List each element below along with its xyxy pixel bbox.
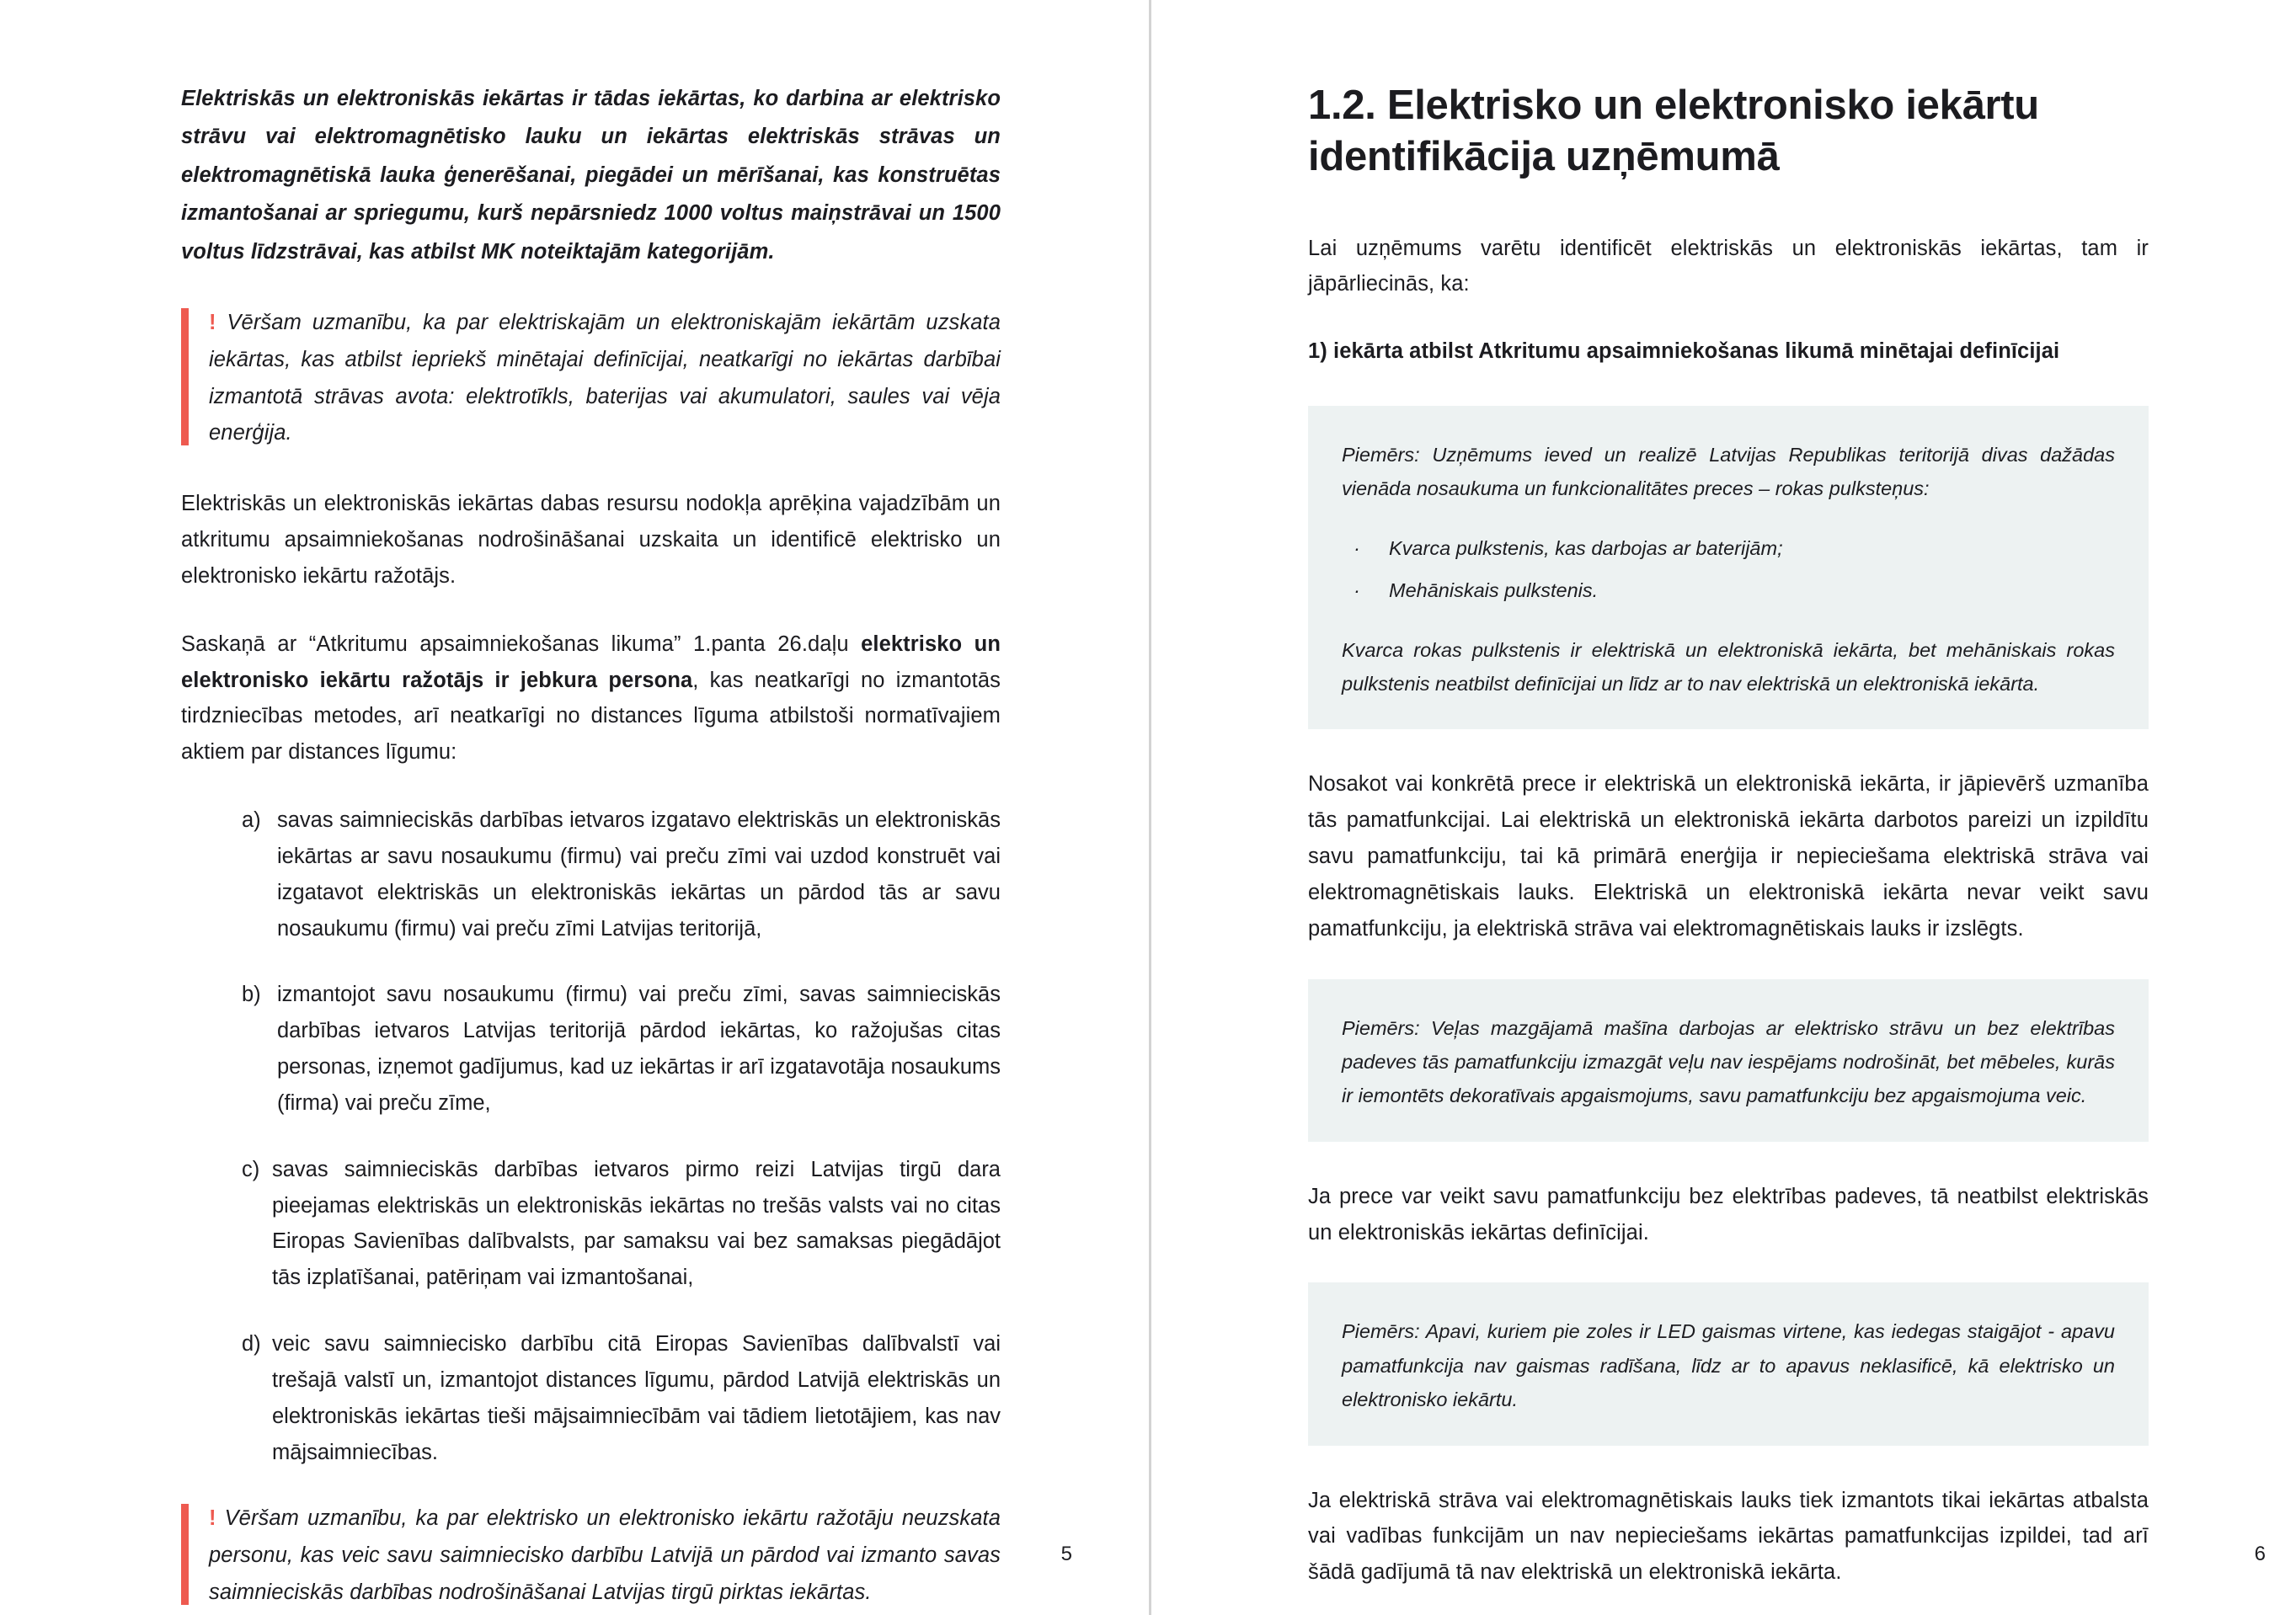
page-title: 1.2. Elektrisko un elektronisko iekārtu identifikācija uzņēmumā [1308, 83, 2039, 180]
bullet-text: Mehāniskais pulkstenis. [1389, 579, 1599, 602]
example-lead: Piemērs: Uzņēmums ieved un realizē Latvijas Republikas teritorijā divas dažādas vienāda nosaukuma un funkcionalitātes preces – rokas pulksteņus: [1342, 443, 2115, 500]
definition-paragraph: Elektriskās un elektroniskās iekārtas ir tādas iekārtas, ko darbina ar elektrisko strāvu vai elektromagnētisko lauku un iekārtas elektriskās strāvas un elektromagnētiskā lauka ģenerēšanai, piegādei un mērīšanai, kas konstruētas izmantošanai ar spriegumu, kurš nepārsniedz 1000 voltus maiņstrāvai un 1500 voltus līdzstrāvai, kas atbilst MK noteiktajām kategorijām. [181, 87, 1001, 264]
page-right [1148, 0, 2296, 1615]
bullet-dot-icon: · [1354, 536, 1360, 559]
page-number-left: 5 [1060, 1543, 1072, 1565]
example-text: Piemērs: Apavi, kuriem pie zoles ir LED gaismas virtene, kas iedegas staigājot - apavu pamatfunkcija nav gaismas radīšana, līdz ar to apavus neklasificē, kā elektrisko un elektronisko iekārtu. [1342, 1320, 2115, 1411]
exclamation-icon: ! [209, 310, 216, 334]
list-marker: c) [242, 1157, 260, 1181]
callout-body-1: Vēršam uzmanību, ka par elektriskajām un elektroniskajām iekārtām uzskata iekārtas, kas atbilst iepriekš minētajai definīcijai, neatkarīgi no iekārtas darbībai izmantotā strāvas avota: elektrotīkls, baterijas vai akumulatori, saules vai vēja enerģija. [209, 310, 1001, 445]
list-marker: b) [242, 983, 261, 1007]
list-text: veic savu saimniecisko darbību citā Eiropas Savienības dalībvalstī vai trešajā valstī un, izmantojot distances līgumu, pārdod Latvijā elektriskās un elektroniskās iekārtas tieši mājsaimniecībām vai tādiem lietotājiem, kas nav mājsaimniecības. [272, 1332, 1001, 1464]
callout-text-2 [209, 1500, 1001, 1612]
example-conclusion: Kvarca rokas pulkstenis ir elektriskā un elektroniskā iekārta, bet mehāniskais rokas pulkstenis neatbilst definīcijai un līdz ar to nav elektriskā un elektroniskā iekārta. [1342, 638, 2115, 695]
page-number-right: 6 [2254, 1543, 2266, 1565]
attention-callout-1 [181, 305, 1001, 452]
list-item [181, 802, 1001, 946]
paragraph-no-power-needed: Ja prece var veikt savu pamatfunkciju bez elektrības padeves, tā neatbilst elektriskās un elektroniskās iekārtas definīcijai. [1308, 1184, 2149, 1245]
attention-callout-2 [181, 1500, 1001, 1612]
list-marker: a) [242, 808, 261, 833]
example-text: Piemērs: Veļas mazgājamā mašīna darbojas ar elektrisko strāvu un bez elektrības padeves tās pamatfunkciju izmazgāt veļu nav iespējams nodrošināt, bet mēbeles, kurās ir iemontēts dekoratīvais apgaismojums, savu pamatfunkciju bez apgaismojuma veic. [1342, 1016, 2115, 1107]
list-item [181, 1152, 1001, 1296]
list-text: savas saimnieciskās darbības ietvaros pirmo reizi Latvijas tirgū dara pieejamas elektriskās un elektroniskās iekārtas no trešās valsts vai no citas Eiropas Savienības dalībvalsts, par samaksu vai bez samaksas piegādājot tās izplatīšanai, patēriņam vai izmantošanai, [272, 1157, 1001, 1290]
producer-def-before: Saskaņā ar “Atkritumu apsaimniekošanas likuma” 1.panta 26.daļu [181, 632, 862, 656]
example-box-3 [1308, 1282, 2149, 1445]
paragraph-accounting: Elektriskās un elektroniskās iekārtas dabas resursu nodokļa aprēķina vajadzībām un atkritumu apsaimniekošanas nodrošināšanai uzskaita un identificē elektrisko un elektronisko iekārtu ražotājs. [181, 492, 1001, 588]
example-bullet-list [1342, 531, 2115, 608]
callout-body-2: Vēršam uzmanību, ka par elektrisko un elektronisko iekārtu ražotāju neuzskata personu, kas veic savu saimniecisko darbību Latvijā un pārdod vai izmanto savas saimnieciskās darbības nodrošināšanai Latvijas tirgū pirktas iekārtas. [209, 1506, 1001, 1605]
bullet-dot-icon: · [1354, 579, 1360, 602]
criterion-1-subheading: 1) iekārta atbilst Atkritumu apsaimniekošanas likumā minētajai definīcijai [1308, 339, 2060, 364]
paragraph-producer-definition [181, 626, 1001, 770]
paragraph-main-function: Nosakot vai konkrētā prece ir elektriskā un elektroniskā iekārta, ir jāpievērš uzmanība tās pamatfunkcijai. Lai elektriskā un elektroniskā iekārta darbotos pareizi un izpildītu savu pamatfunkciju, tai kā primārā enerģija ir nepieciešama elektriskā strāva vai elektromagnētiskais lauks. Elektriskā un elektroniskā iekārta nevar veikt savu pamatfunkciju, ja elektriskā strāva vai elektromagnētiskais lauks ir izslēgts. [1308, 772, 2149, 941]
list-item [181, 977, 1001, 1121]
exclamation-icon: ! [209, 1506, 216, 1531]
list-item [1342, 573, 2115, 607]
example-box-2 [1308, 979, 2149, 1142]
list-item [181, 1326, 1001, 1470]
producer-criteria-list [181, 802, 1001, 1470]
paragraph-support-function: Ja elektriskā strāva vai elektromagnētiskais lauks tiek izmantots tikai iekārtas atbalsta vai vadības funkcijām un nav nepieciešams iekārtas pamatfunkcijas izpildei, tad arī šādā gadījumā tā nav elektriskā un elektroniskā iekārta. [1308, 1488, 2149, 1585]
producer-def-after: , kas neatkarīgi no izmantotās tirdzniecības metodes, arī neatkarīgi no distances līguma atbilstoši normatīvajiem aktiem par distances līgumu: [181, 668, 1001, 765]
intro-paragraph: Lai uzņēmums varētu identificēt elektriskās un elektroniskās iekārtas, tam ir jāpārliecinās, ka: [1308, 236, 2149, 296]
producer-def-bold: elektrisko un elektronisko iekārtu ražotājs ir jebkura persona [181, 632, 1001, 692]
callout-accent-bar [181, 308, 189, 445]
callout-accent-bar [181, 1504, 189, 1605]
example-box-1 [1308, 406, 2149, 729]
list-marker: d) [242, 1332, 261, 1356]
list-item [1342, 531, 2115, 565]
bullet-text: Kvarca pulkstenis, kas darbojas ar baterijām; [1389, 536, 1783, 559]
callout-text-1 [209, 305, 1001, 452]
list-text: savas saimnieciskās darbības ietvaros izgatavo elektriskās un elektroniskās iekārtas ar savu nosaukumu (firmu) vai preču zīmi vai uzdod konstruēt vai izgatavot elektriskās un elektroniskās iekārtas un pārdod tās ar savu nosaukumu (firmu) vai preču zīmi Latvijas teritorijā, [277, 808, 1001, 941]
list-text: izmantojot savu nosaukumu (firmu) vai preču zīmi, savas saimnieciskās darbības ietvaros Latvijas teritorijā pārdod iekārtas, ko ražojušas citas personas, izņemot gadījumus, kad uz iekārtas ir arī izgatavotāja nosaukums (firma) vai preču zīme, [277, 983, 1001, 1115]
